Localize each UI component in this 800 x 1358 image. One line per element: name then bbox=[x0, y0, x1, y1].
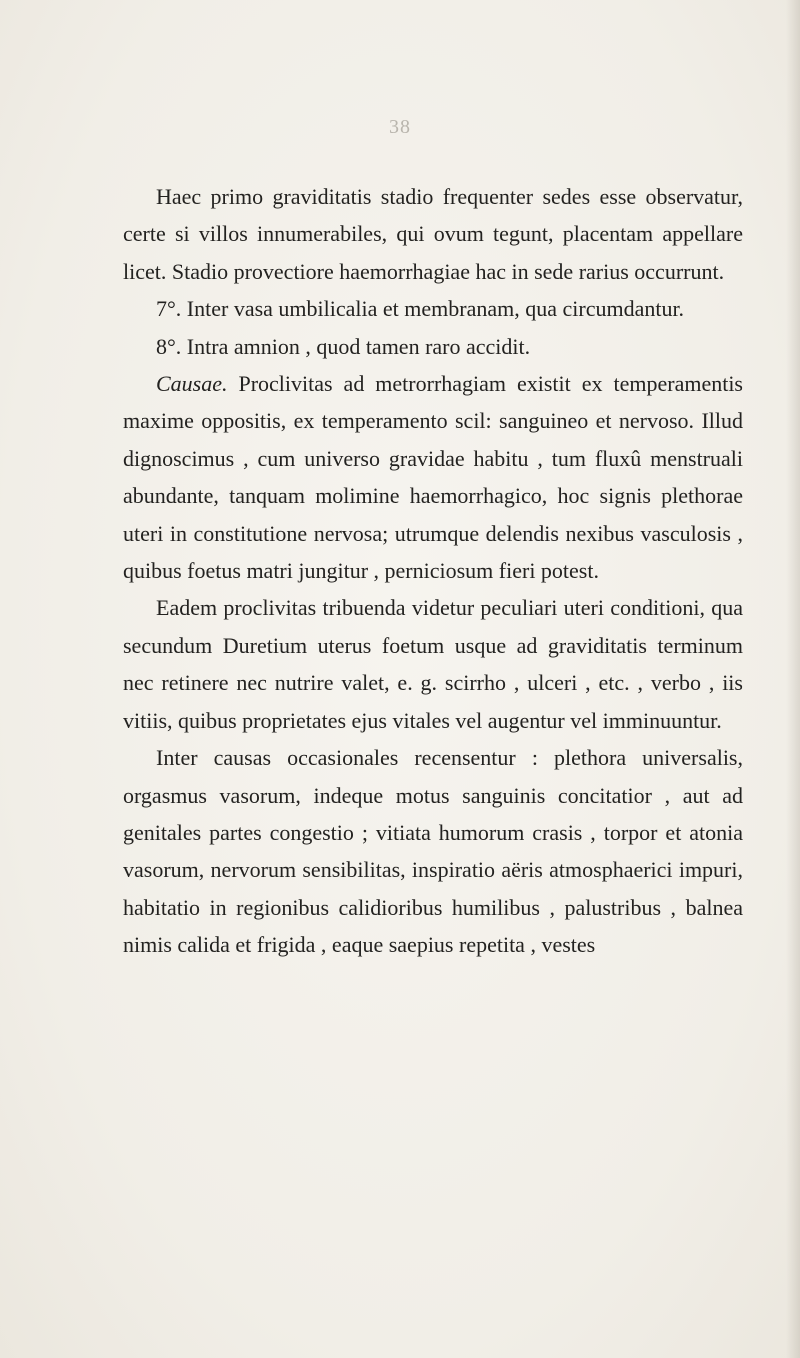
paragraph: 7°. Inter vasa umbilicalia et membranam, qua circumdantur. bbox=[156, 296, 685, 322]
paragraph: Haec primo graviditatis stadio frequenter sedes esse observatur, certe si villos innumerabiles, qui ovum tegunt, placentam appellare licet. Stadio provectiore haemorrhagiae hac in sede rarius occurrunt. bbox=[123, 184, 743, 284]
page-edge-shadow bbox=[786, 0, 800, 1358]
section-heading: Causae. bbox=[156, 371, 228, 397]
paragraph: 8°. Intra amnion , quod tamen raro accidit. bbox=[156, 333, 531, 359]
paragraph-text: Proclivitas ad metrorrhagiam existit ex temperamentis maxime oppositis, ex temperamento scil: sanguineo et nervoso. Illud dignoscimus , cum universo gravidae habitu , tum fluxû menstruali abundante, tanquam molimine haemorrhagico, hoc signis plethorae uteri in constitutione nervosa; utrumque delendis nexibus vasculosis , quibus foetus matri jungitur , perniciosum fieri potest. bbox=[123, 371, 743, 584]
paragraph: Inter causas occasionales recensentur : plethora universalis, orgasmus vasorum, indeque motus sanguinis concitatior , aut ad genitales partes congestio ; vitiata humorum crasis , torpor et atonia vasorum, nervorum sensibilitas, inspiratio aëris atmosphaerici impuri, habitatio in regionibus calidioribus humilibus , palustribus , balnea nimis calida et frigida , eaque saepius repetita , vestes bbox=[123, 745, 743, 958]
paragraph: Eadem proclivitas tribuenda videtur peculiari uteri conditioni, qua secundum Duretium uterus foetum usque ad graviditatis terminum nec retinere nec nutrire valet, e. g. scirrho , ulceri , etc. , verbo , iis vitiis, quibus proprietates ejus vitales vel augentur vel imminuuntur. bbox=[123, 595, 743, 733]
page-number: 38 bbox=[389, 116, 411, 138]
body-text bbox=[123, 178, 743, 964]
paragraph bbox=[123, 365, 743, 589]
